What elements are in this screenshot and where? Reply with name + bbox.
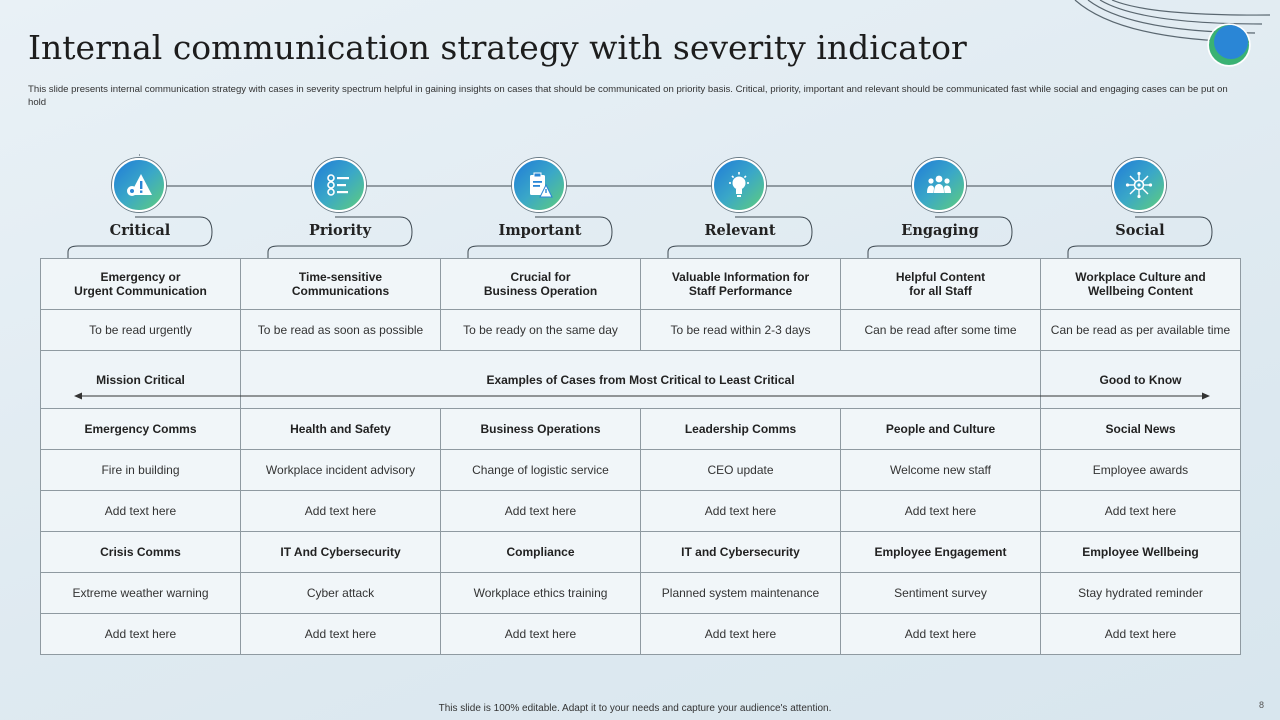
placeholder-cell[interactable]: Add text here [1041,614,1241,655]
case-type-cell: Social News [1041,409,1241,450]
case-type-cell: Emergency Comms [41,409,241,450]
category-important [440,150,640,256]
category-relevant [640,150,840,256]
header-cell: Valuable Information for Staff Performance [641,259,841,310]
category-social [1040,150,1240,256]
case-type-cell: Compliance [441,532,641,573]
group1-header-row [41,409,1241,450]
example-cell: Planned system maintenance [641,573,841,614]
category-priority [240,150,440,256]
category-critical [40,150,240,256]
example-cell: Cyber attack [241,573,441,614]
timing-cell: To be read urgently [41,310,241,351]
case-type-cell: Leadership Comms [641,409,841,450]
timing-cell: To be ready on the same day [441,310,641,351]
example-cell: CEO update [641,450,841,491]
example-cell: Change of logistic service [441,450,641,491]
case-type-cell: Employee Engagement [841,532,1041,573]
category-label: Priority [309,222,371,239]
timing-cell: Can be read as per available time [1041,310,1241,351]
group2-header-row [41,532,1241,573]
lightbulb-icon [712,158,766,212]
case-type-cell: Employee Wellbeing [1041,532,1241,573]
header-cell: Emergency or Urgent Communication [41,259,241,310]
header-cell: Workplace Culture and Wellbeing Content [1041,259,1241,310]
timing-cell: To be read within 2-3 days [641,310,841,351]
page-title: Internal communication strategy with severity indicator [28,28,967,67]
clipboard-alert-icon [512,158,566,212]
placeholder-cell[interactable]: Add text here [41,614,241,655]
category-label: Social [1115,222,1165,239]
case-type-cell: Business Operations [441,409,641,450]
example-cell: Fire in building [41,450,241,491]
warning-gear-icon [112,158,166,212]
scale-center-label: Examples of Cases from Most Critical to Least Critical [241,351,1041,409]
category-label: Critical [109,222,171,239]
placeholder-cell[interactable]: Add text here [441,614,641,655]
table-row [41,491,1241,532]
scale-left-label: Mission Critical [41,351,241,409]
example-cell: Workplace incident advisory [241,450,441,491]
case-type-cell: Crisis Comms [41,532,241,573]
example-cell: Extreme weather warning [41,573,241,614]
case-type-cell: IT And Cybersecurity [241,532,441,573]
header-cell: Crucial for Business Operation [441,259,641,310]
table-row [41,614,1241,655]
case-type-cell: IT and Cybersecurity [641,532,841,573]
placeholder-cell[interactable]: Add text here [641,614,841,655]
category-label: Engaging [901,222,979,239]
severity-table [40,258,1241,655]
footer-note: This slide is 100% editable. Adapt it to your needs and capture your audience's attention. [438,703,832,714]
checklist-icon [312,158,366,212]
case-type-cell: People and Culture [841,409,1041,450]
team-icon [912,158,966,212]
category-label: Important [498,222,582,239]
category-engaging [840,150,1040,256]
placeholder-cell[interactable]: Add text here [241,614,441,655]
scale-right-label: Good to Know [1041,351,1241,409]
placeholder-cell[interactable]: Add text here [41,491,241,532]
table-row [41,450,1241,491]
category-label: Relevant [704,222,776,239]
timing-row [41,310,1241,351]
category-header-row [40,150,1240,256]
timing-cell: To be read as soon as possible [241,310,441,351]
placeholder-cell[interactable]: Add text here [441,491,641,532]
placeholder-cell[interactable]: Add text here [1041,491,1241,532]
timing-cell: Can be read after some time [841,310,1041,351]
example-cell: Welcome new staff [841,450,1041,491]
severity-arrow [74,389,1210,403]
placeholder-cell[interactable]: Add text here [641,491,841,532]
table-row [41,573,1241,614]
page-number: 8 [1258,700,1264,710]
placeholder-cell[interactable]: Add text here [841,614,1041,655]
example-cell: Employee awards [1041,450,1241,491]
header-cell: Time-sensitive Communications [241,259,441,310]
case-type-cell: Health and Safety [241,409,441,450]
example-cell: Stay hydrated reminder [1041,573,1241,614]
network-icon [1112,158,1166,212]
header-cell: Helpful Content for all Staff [841,259,1041,310]
example-cell: Sentiment survey [841,573,1041,614]
page-subtitle: This slide presents internal communication strategy with cases in severity spectrum helpful in gaining insights on cases that should be communicated on priority basis. Critical, priority, important and relevant should be communicated fast while social and engaging cases can be put on hold [28,84,1228,108]
header-row [41,259,1241,310]
example-cell: Workplace ethics training [441,573,641,614]
placeholder-cell[interactable]: Add text here [841,491,1041,532]
placeholder-cell[interactable]: Add text here [241,491,441,532]
